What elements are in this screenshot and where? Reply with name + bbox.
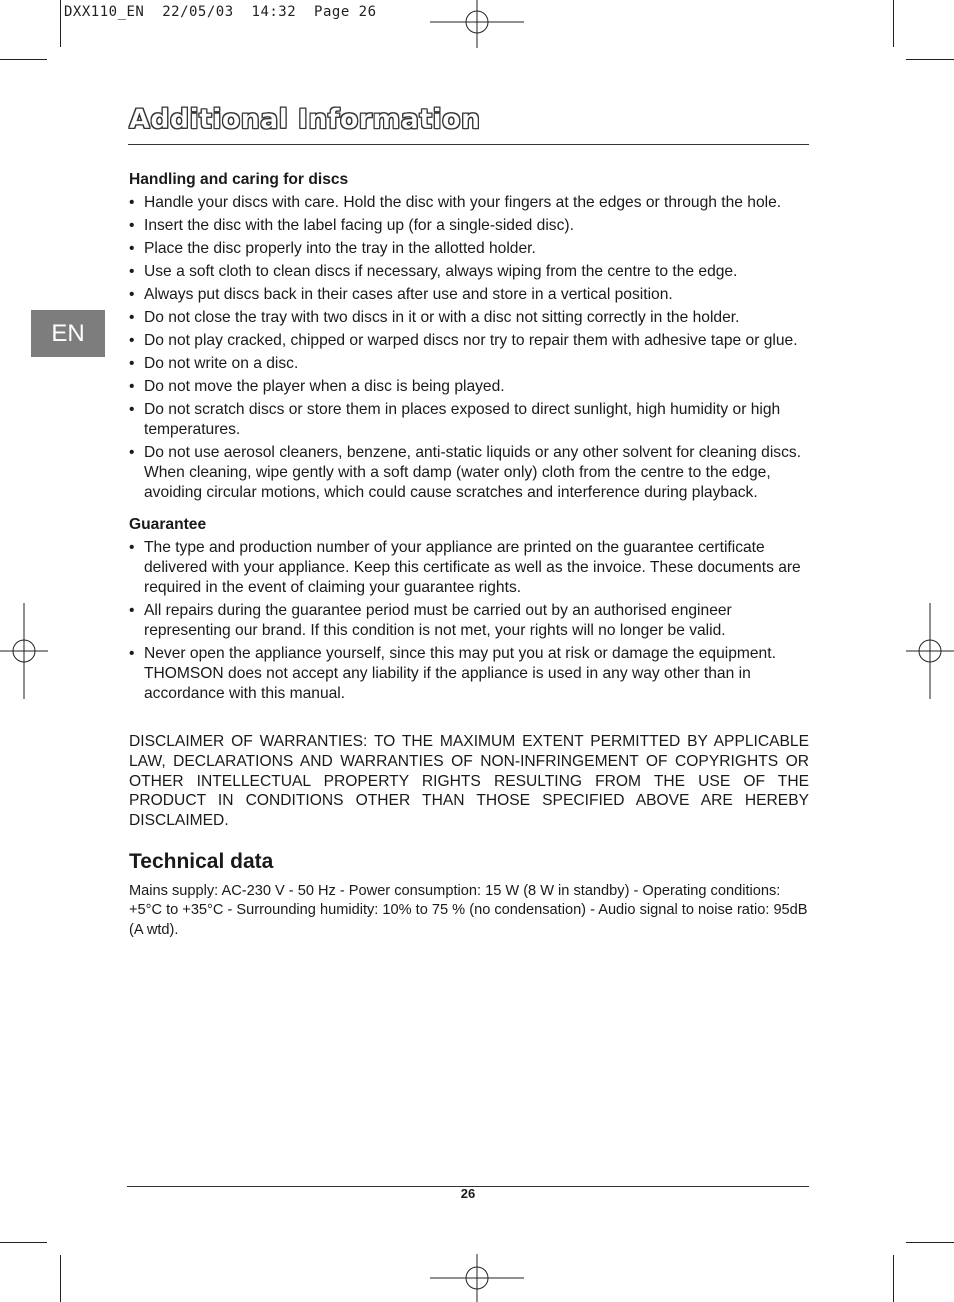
crop-mark-bottom-left-h — [0, 1242, 47, 1243]
registration-mark-left — [0, 603, 48, 699]
title-rule — [128, 144, 809, 145]
slug-time: 14:32 — [251, 4, 297, 20]
list-item: • Use a soft cloth to clean discs if necessary, always wiping from the centre to the edge. — [129, 263, 738, 280]
spacer — [129, 506, 809, 515]
slug-code: DXX110_EN — [64, 4, 145, 20]
list-item: • The type and production number of your appliance are printed on the guarantee certificate delivered with your appliance. Keep this certificate as well as the invoice. These documents are required in the event of claiming your guarantee rights. — [129, 539, 801, 596]
bullet-icon: • — [129, 286, 135, 303]
crop-mark-bottom-right-h — [906, 1242, 954, 1243]
crop-mark-top-right-h — [906, 59, 954, 60]
list-item: • All repairs during the guarantee period must be carried out by an authorised engineer representing our brand. If this condition is not met, your rights will no longer be valid. — [129, 602, 732, 639]
list-item: • Place the disc properly into the tray in the allotted holder. — [129, 240, 536, 257]
spacer — [129, 707, 809, 732]
bullet-icon: • — [129, 263, 135, 280]
technical-heading: Technical data — [129, 849, 274, 873]
page-title: Additional Information — [129, 104, 481, 135]
guarantee-heading: Guarantee — [129, 516, 207, 533]
bullet-icon: • — [129, 602, 135, 619]
guarantee-list — [129, 538, 809, 704]
crop-mark-bottom-left-v — [60, 1255, 61, 1302]
list-item: • Never open the appliance yourself, since this may put you at risk or damage the equipment. THOMSON does not accept any liability if the appliance is used in any way other than in accordance with this manual. — [129, 645, 776, 702]
bullet-icon: • — [129, 332, 135, 349]
bullet-icon: • — [129, 194, 135, 211]
handling-list — [129, 193, 809, 503]
main-content — [129, 170, 809, 940]
list-item: • Do not move the player when a disc is being played. — [129, 378, 505, 395]
bullet-icon: • — [129, 645, 135, 662]
crop-mark-top-right-v — [893, 0, 894, 47]
bullet-icon: • — [129, 309, 135, 326]
bullet-icon: • — [129, 444, 135, 461]
list-item: • Do not scratch discs or store them in places exposed to direct sunlight, high humidity or high temperatures. — [129, 401, 781, 438]
registration-mark-right — [906, 603, 954, 699]
registration-mark-top — [430, 0, 524, 48]
list-item: • Always put discs back in their cases after use and store in a vertical position. — [129, 286, 673, 303]
bullet-icon: • — [129, 378, 135, 395]
technical-text: Mains supply: AC-230 V - 50 Hz - Power consumption: 15 W (8 W in standby) - Operating conditions: +5°C to +35°C - Surrounding humidity: 10% to 75 % (no condensation) - Audio signal to noise ratio: 95dB (A wtd). — [129, 882, 808, 938]
slug-page: Page 26 — [314, 4, 377, 20]
bullet-icon: • — [129, 355, 135, 372]
list-item: • Do not close the tray with two discs in it or with a disc not sitting correctly in the holder. — [129, 309, 740, 326]
list-item: • Insert the disc with the label facing up (for a single-sided disc). — [129, 217, 574, 234]
bullet-icon: • — [129, 401, 135, 418]
list-item: • Do not write on a disc. — [129, 355, 299, 372]
bullet-icon: • — [129, 240, 135, 257]
bullet-icon: • — [129, 217, 135, 234]
handling-heading: Handling and caring for discs — [129, 171, 349, 188]
list-item: • Do not use aerosol cleaners, benzene, anti-static liquids or any other solvent for cleaning discs. When cleaning, wipe gently with a soft damp (water only) cloth from the centre to the edge, avoiding circular motions, which could cause scratches and interference during playback. — [129, 444, 802, 501]
crop-mark-top-left-h — [0, 59, 47, 60]
language-tab: EN — [31, 310, 105, 357]
slug-date: 22/05/03 — [162, 4, 234, 20]
printer-slug — [64, 4, 377, 20]
crop-mark-bottom-right-v — [893, 1255, 894, 1302]
crop-mark-top-left-v — [60, 0, 61, 47]
registration-mark-bottom — [430, 1254, 524, 1302]
bullet-icon: • — [129, 539, 135, 556]
list-item: • Do not play cracked, chipped or warped discs nor try to repair them with adhesive tape or glue. — [129, 332, 798, 349]
page-number: 26 — [460, 1186, 476, 1201]
disclaimer-text: DISCLAIMER OF WARRANTIES: TO THE MAXIMUM EXTENT PERMITTED BY APPLICABLE LAW, DECLARATIONS AND WARRANTIES OF NON-INFRINGEMENT OF COPYRIGHTS OR OTHER INTELLECTUAL PROPERTY RIGHTS RESULTING FROM THE USE OF THE PRODUCT IN CONDITIONS OTHER THAN THOSE SPECIFIED ABOVE ARE HEREBY DISCLAIMED. — [129, 733, 809, 830]
list-item: • Handle your discs with care. Hold the disc with your fingers at the edges or through the hole. — [129, 194, 782, 211]
